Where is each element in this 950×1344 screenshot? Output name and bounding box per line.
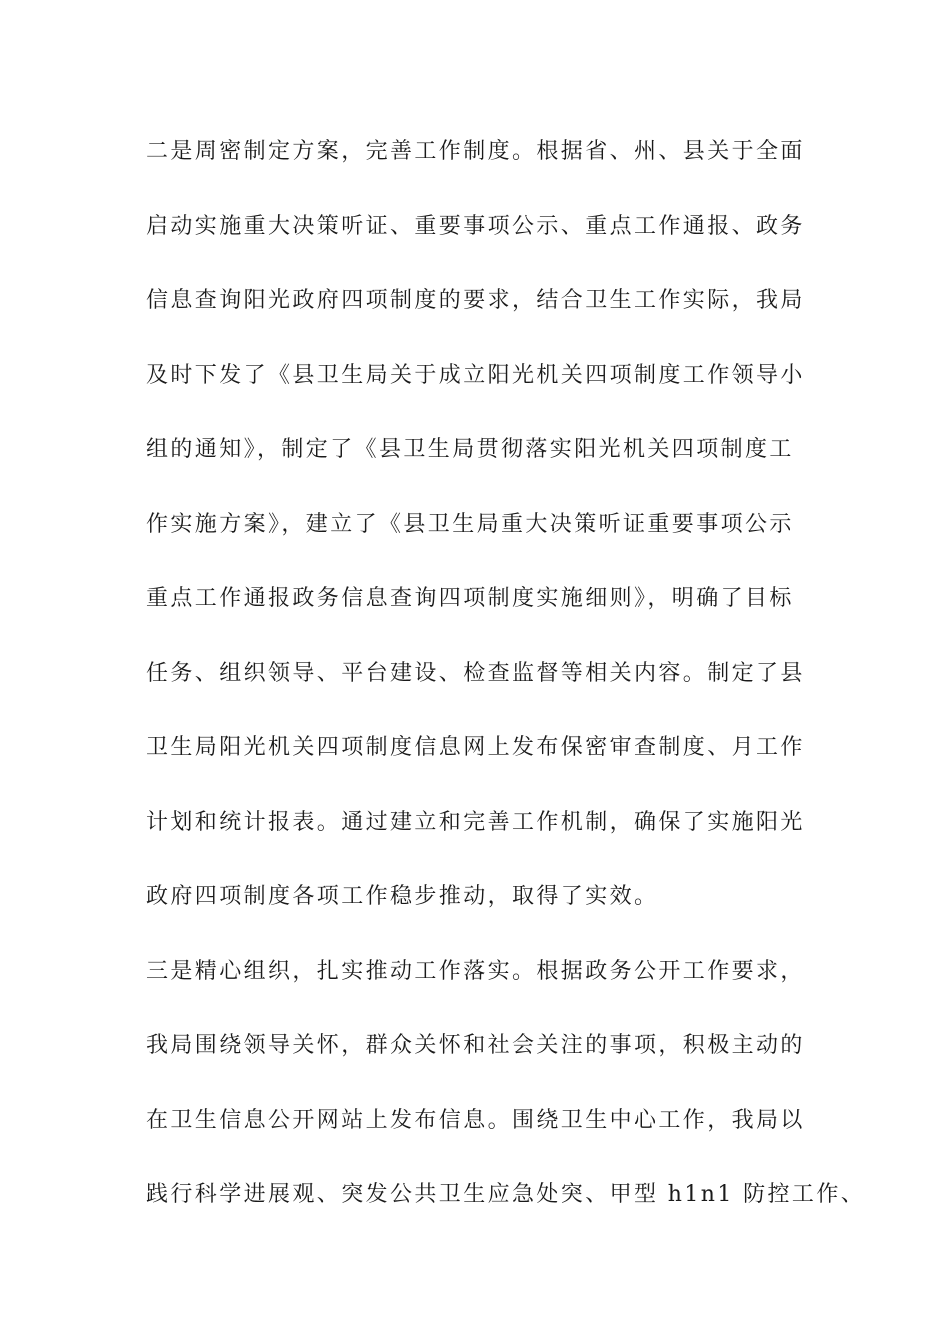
text-line: 作实施方案》，建立了《县卫生局重大决策听证重要事项公示 xyxy=(146,511,794,537)
text-line: 政府四项制度各项工作稳步推动，取得了实效。 xyxy=(146,884,659,909)
text-line: 及时下发了《县卫生局关于成立阳光机关四项制度工作领导小 xyxy=(146,362,805,388)
text-line: 组的通知》，制定了《县卫生局贯彻落实阳光机关四项制度工 xyxy=(146,437,794,462)
text-line: 任务、组织领导、平台建设、检查监督等相关内容。制定了县 xyxy=(146,660,805,686)
text-line: 计划和统计报表。通过建立和完善工作机制，确保了实施阳光 xyxy=(146,809,805,835)
text-line: 践行科学进展观、突发公共卫生应急处突、甲型 h1n1 防控工作、 xyxy=(146,1182,866,1207)
text-line: 在卫生信息公开网站上发布信息。围绕卫生中心工作，我局以 xyxy=(146,1107,805,1133)
text-line: 三是精心组织，扎实推动工作落实。根据政务公开工作要求， xyxy=(146,958,805,984)
text-line: 二是周密制定方案，完善工作制度。根据省、州、县关于全面 xyxy=(146,139,805,164)
document-body xyxy=(146,128,866,1246)
text-line: 信息查询阳光政府四项制度的要求，结合卫生工作实际，我局 xyxy=(146,288,805,313)
text-line: 重点工作通报政务信息查询四项制度实施细则》，明确了目标 xyxy=(146,586,794,611)
text-line: 卫生局阳光机关四项制度信息网上发布保密审查制度、月工作 xyxy=(146,735,805,760)
text-line: 启动实施重大决策听证、重要事项公示、重点工作通报、政务 xyxy=(146,213,805,239)
text-line: 我局围绕领导关怀，群众关怀和社会关注的事项，积极主动的 xyxy=(146,1033,805,1058)
